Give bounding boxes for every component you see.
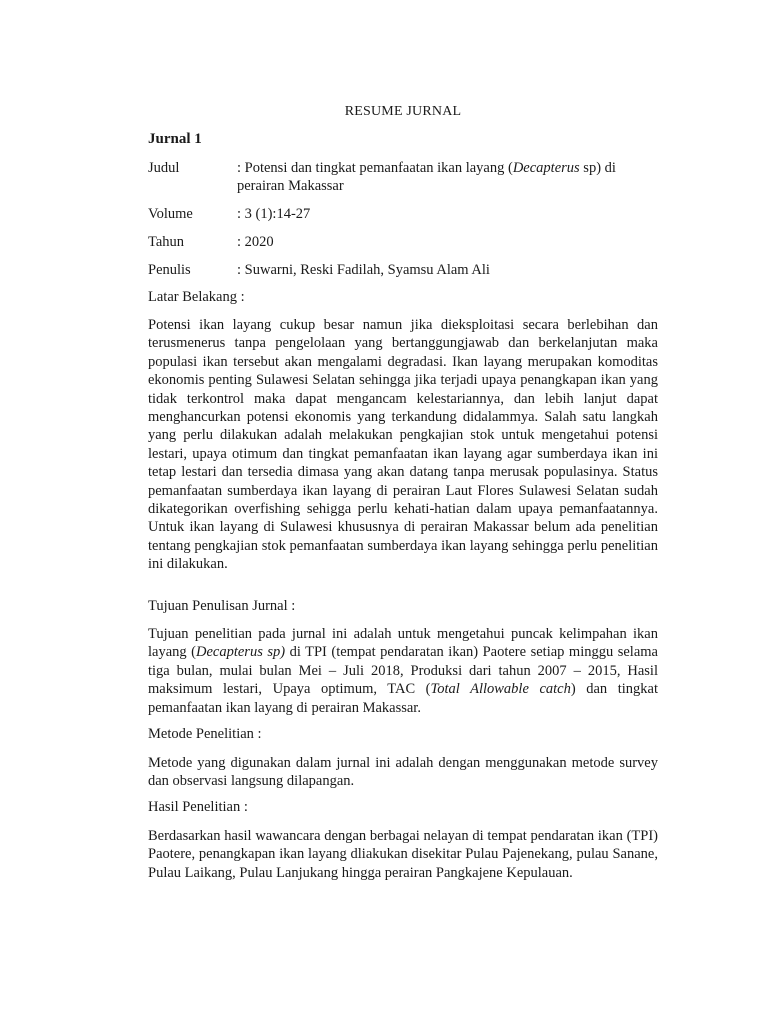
judul-label: Judul <box>148 160 180 176</box>
tujuan-italic-1: Decapterus sp) <box>196 644 286 661</box>
tujuan-text-3: ) dan tingkat pemanfaatan ikan layang di perairan Makassar. <box>148 681 659 716</box>
judul-value-italic: Decapterus <box>512 160 580 176</box>
meta-judul <box>148 159 658 199</box>
tujuan-italic-2: Total Allowable catch <box>430 681 571 698</box>
latar-belakang-label: Latar Belakang : <box>148 289 245 305</box>
document-title: RESUME JURNAL <box>344 104 462 119</box>
tahun-label: Tahun <box>148 234 185 250</box>
tujuan-text-2: di TPI (tempat pendaratan ikan) Paotere setiap minggu selama tiga bulan, mulai bulan Mei – Juli 2018, Produksi dari tahun 2007 – 2015, Hasil maksimum lestari, Upaya optimum, TAC ( <box>148 644 658 698</box>
volume-value: : 3 (1):14-27 <box>237 206 311 222</box>
judul-value <box>237 159 658 195</box>
penulis-value: : Suwarni, Reski Fadilah, Syamsu Alam Ali <box>237 262 490 278</box>
metode-paragraph: Metode yang digunakan dalam jurnal ini adalah dengan menggunakan metode survey dan observasi langsung dilapangan. <box>148 755 658 790</box>
tujuan-label: Tujuan Penulisan Jurnal : <box>148 598 296 614</box>
journal-heading: Jurnal 1 <box>148 131 202 147</box>
meta-volume <box>148 205 658 223</box>
judul-value-part2: sp) di perairan Makassar <box>237 160 616 194</box>
metode-label: Metode Penelitian : <box>148 726 262 742</box>
latar-belakang-paragraph: Potensi ikan layang cukup besar namun jika dieksploitasi secara berlebihan dan terusmenerus tanpa pengelolaan yang bertanggungjawab dan berkelanjutan maka populasi ikan tersebut akan mengalami degradasi. Ikan layang merupakan komoditas ekonomis penting Sulawesi Selatan sehingga jika terjadi upaya penangkapan ikan yang tidak terkontrol maka dapat mengancam kelestariannya, dan lebih lanjut dapat menghancurkan potensi ekonomis yang terkandung didalammya. Salah satu langkah yang perlu dilakukan adalah melakukan pengkajian stok untuk mengetahui potensi lestari, upaya otimum dan tingkat pemanfaatan ikan layang agar sumberdaya ikan ini tetap lestari dan tersedia dimasa yang akan datang tanpa merusak populasinya. Status pemanfaatan sumberdaya ikan layang di perairan Laut Flores Sulawesi Selatan sudah dikategorikan overfishing sehigga perlu kehati-hatian dalam upaya pemanfaatannya. Untuk ikan layang di Sulawesi khususnya di perairan Makassar belum ada penelitian tentang pengkajian stok pemanfaatan sumberdaya ikan layang sehingga perlu penelitian ini dilakukan. <box>148 317 658 573</box>
judul-value-part1: : Potensi dan tingkat pemanfaatan ikan layang ( <box>237 160 513 176</box>
meta-penulis <box>148 261 658 279</box>
hasil-label: Hasil Penelitian : <box>148 799 248 815</box>
meta-tahun <box>148 233 658 251</box>
volume-label: Volume <box>148 206 193 222</box>
tahun-value: : 2020 <box>237 234 274 250</box>
hasil-paragraph: Berdasarkan hasil wawancara dengan berbagai nelayan di tempat pendaratan ikan (TPI) Paotere, penangkapan ikan layang dliakukan disekitar Pulau Pajenekang, pulau Sanane, Pulau Laikang, Pulau Lanjukang hingga perairan Pangkajene Kepulauan. <box>148 828 658 881</box>
penulis-label: Penulis <box>148 262 191 278</box>
tujuan-text-1: Tujuan penelitian pada jurnal ini adalah untuk mengetahui puncak kelimpahan ikan layang ( <box>148 626 658 661</box>
tujuan-paragraph <box>148 625 658 717</box>
